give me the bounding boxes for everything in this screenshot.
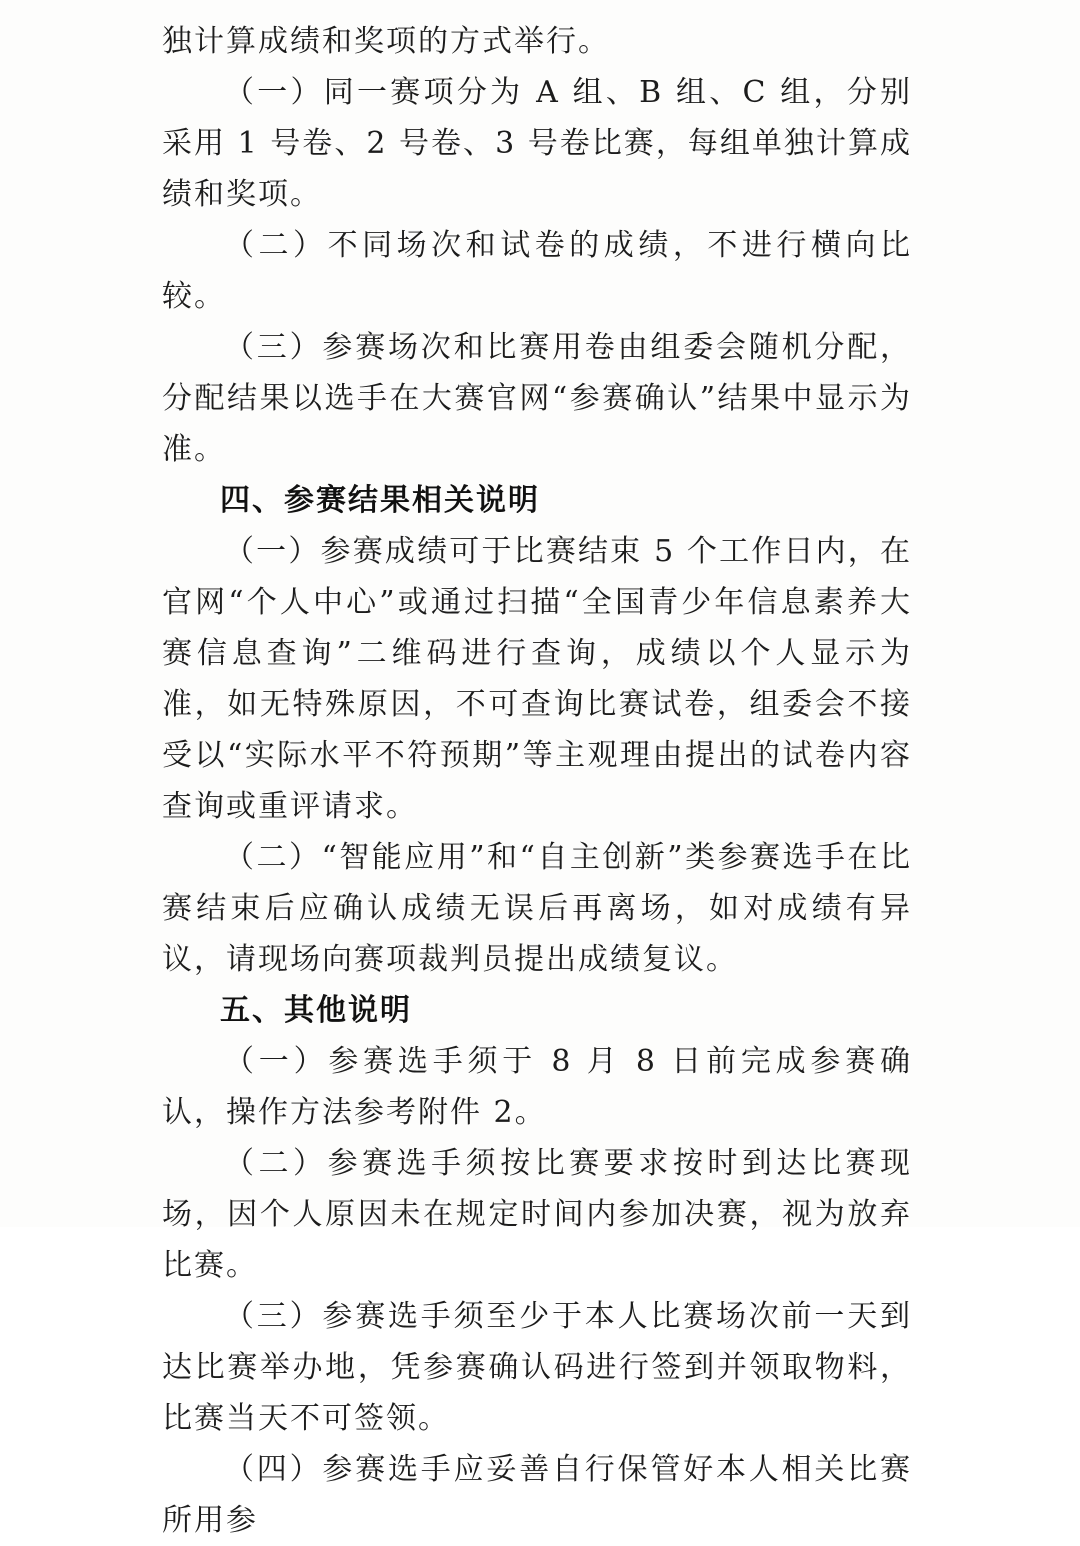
document-body [162, 16, 912, 1546]
section4-item-1: （一）参赛成绩可于比赛结束 5 个工作日内，在官网“个人中心”或通过扫描“全国青少年信息素养大赛信息查询”二维码进行查询，成绩以个人显示为准，如无特殊原因，不可查询比赛试卷，组委会不接受以“实际水平不符预期”等主观理由提出的试卷内容查询或重评请求。 [162, 534, 912, 824]
section5-item-2: （二）参赛选手须按比赛要求按时到达比赛现场，因个人原因未在规定时间内参加决赛，视为放弃比赛。 [162, 1146, 912, 1283]
section5-heading: 五、其他说明 [220, 993, 412, 1028]
section5-item-3: （三）参赛选手须至少于本人比赛场次前一天到达比赛举办地，凭参赛确认码进行签到并领取物料，比赛当天不可签领。 [162, 1299, 912, 1436]
section3-item-2: （二）不同场次和试卷的成绩，不进行横向比较。 [162, 228, 912, 314]
intro-line: 独计算成绩和奖项的方式举行。 [162, 24, 610, 59]
section4-heading: 四、参赛结果相关说明 [220, 483, 540, 518]
section4-item-2: （二）“智能应用”和“自主创新”类参赛选手在比赛结束后应确认成绩无误后再离场，如对成绩有异议，请现场向赛项裁判员提出成绩复议。 [162, 840, 912, 977]
section5-item-4: （四）参赛选手应妥善自行保管好本人相关比赛所用参 [162, 1452, 912, 1538]
section5-item-1: （一）参赛选手须于 8 月 8 日前完成参赛确认，操作方法参考附件 2。 [162, 1044, 912, 1130]
section3-item-1: （一）同一赛项分为 A 组、B 组、C 组，分别采用 1 号卷、2 号卷、3 号卷比赛，每组单独计算成绩和奖项。 [162, 75, 912, 212]
section3-item-3: （三）参赛场次和比赛用卷由组委会随机分配，分配结果以选手在大赛官网“参赛确认”结果中显示为准。 [162, 330, 912, 467]
